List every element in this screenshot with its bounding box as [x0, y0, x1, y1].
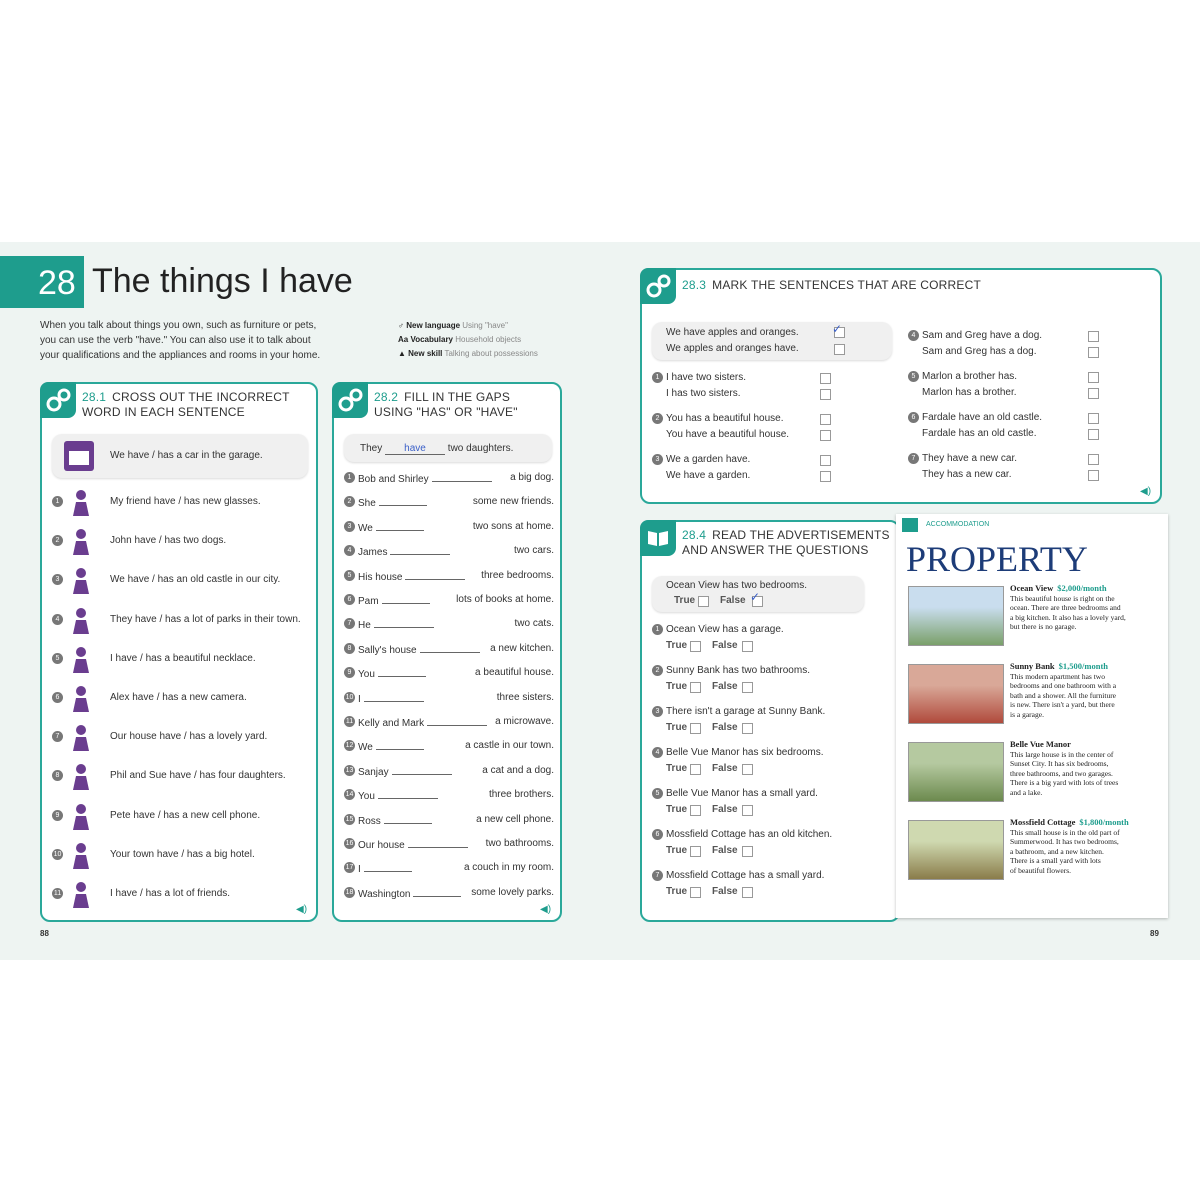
- exercise-gear-icon: [40, 382, 76, 418]
- checkbox: [698, 596, 709, 607]
- answer-gap[interactable]: [384, 814, 432, 824]
- sentence-option: Sam and Greg have a dog.: [922, 330, 1043, 341]
- castle-icon: [66, 566, 96, 596]
- item-number: 16: [345, 840, 354, 847]
- answer-gap[interactable]: [413, 887, 461, 897]
- item-number: 2: [344, 496, 355, 507]
- page-title: The things I have: [92, 262, 353, 300]
- listing-line: is a garage.: [1010, 709, 1044, 719]
- false-label: False: [712, 640, 738, 651]
- example-sentence: We have / has a car in the garage.: [52, 434, 308, 478]
- question: Belle Vue Manor has a small yard.: [666, 788, 818, 799]
- listing-line: This small house is in the old part of: [1010, 827, 1120, 837]
- sentence-option: We have a garden.: [666, 470, 751, 481]
- listing-line: There is a small yard with lots: [1010, 856, 1101, 865]
- true-label: True: [666, 681, 688, 692]
- listing-line: ocean. There are three bedrooms and: [1010, 603, 1121, 612]
- true-checkbox[interactable]: [690, 764, 701, 775]
- page-number-left: 88: [40, 929, 49, 938]
- example-sentence: We have apples and oranges. We apples and oranges have. ✓: [652, 322, 892, 360]
- checkbox[interactable]: [1088, 347, 1099, 358]
- listing-line: and a lake.: [1010, 787, 1043, 797]
- summary-row: ▲ New skill Talking about possessions: [398, 349, 538, 358]
- check-mark-icon: ✓: [750, 590, 761, 604]
- item-number: 2: [52, 535, 63, 546]
- checkbox[interactable]: [820, 414, 831, 425]
- item-number: 1: [344, 472, 355, 483]
- listing-text: [1010, 662, 1162, 719]
- answer-gap[interactable]: [392, 765, 452, 775]
- listing-line: bath and a shower. All the furniture: [1010, 690, 1117, 700]
- unit-number: 28: [38, 264, 76, 302]
- listing-title: Sunny Bank $1,500/month: [1010, 661, 1109, 671]
- item-number: 5: [344, 570, 355, 581]
- person-glasses-icon: [66, 488, 96, 518]
- item-number: 6: [344, 594, 355, 605]
- item-number: 7: [344, 618, 355, 629]
- exercise-28-3: [640, 268, 1162, 504]
- item-number: 1: [52, 496, 63, 507]
- sentence-option: Marlon a brother has.: [922, 371, 1018, 382]
- answer-gap[interactable]: [364, 692, 424, 702]
- exercise-28-2: [332, 382, 562, 922]
- audio-speaker-icon[interactable]: ◀): [540, 904, 552, 915]
- exercise-28-1: [40, 382, 318, 922]
- false-checkbox[interactable]: [742, 682, 753, 693]
- false-label: False: [712, 763, 738, 774]
- listing-line: There is a big yard with lots of trees: [1010, 778, 1119, 787]
- exercise-28-4: [640, 520, 900, 922]
- listing-title: Ocean View $2,000/month: [1010, 583, 1107, 593]
- gap-sentence: Kelly and Mark a microwave.: [358, 716, 554, 729]
- vocabulary-icon: Aa: [398, 335, 409, 344]
- intro-text: [40, 318, 320, 363]
- false-checkbox[interactable]: [742, 641, 753, 652]
- answer-gap[interactable]: [376, 740, 424, 750]
- listing-text: [1010, 584, 1162, 632]
- checkbox[interactable]: [1088, 331, 1099, 342]
- gap-sentence: James two cars.: [358, 545, 554, 559]
- answer-gap[interactable]: [432, 472, 492, 482]
- sentence-option: I has two sisters.: [666, 388, 741, 399]
- question: Mossfield Cottage has a small yard.: [666, 870, 825, 881]
- item-number: 9: [344, 667, 355, 678]
- exercise-title: 28.2 FILL IN THE GAPS USING "HAS" OR "HAVE": [374, 390, 518, 419]
- item-number: 2: [652, 665, 663, 676]
- book-icon: [640, 520, 676, 556]
- sentence-option: I have two sisters.: [666, 372, 747, 383]
- item-number: 14: [345, 791, 354, 799]
- listing-line: This beautiful house is right on the: [1010, 593, 1115, 603]
- item-number: 1: [652, 372, 663, 383]
- listing-line: This modern apartment has two: [1010, 671, 1105, 681]
- false-label: False: [712, 681, 738, 692]
- true-label: True: [666, 845, 688, 856]
- item-number: 3: [344, 521, 355, 532]
- answer-gap[interactable]: [364, 862, 412, 872]
- item-number: 3: [652, 454, 663, 465]
- listing-line: three bathrooms, and two garages.: [1010, 768, 1113, 778]
- sentence: John have / has two dogs.: [110, 535, 227, 547]
- item-number: 10: [53, 850, 62, 858]
- listing-line: bedrooms and one bathroom with a: [1010, 681, 1117, 690]
- answer-gap[interactable]: [390, 545, 450, 555]
- property-clipping: [896, 514, 1168, 918]
- item-number: 7: [52, 731, 63, 742]
- item-number: 12: [345, 742, 354, 750]
- checkbox[interactable]: [820, 430, 831, 441]
- answer-gap[interactable]: [374, 618, 434, 628]
- gap-sentence: We a castle in our town.: [358, 740, 554, 754]
- audio-speaker-icon[interactable]: ◀): [296, 904, 308, 915]
- camera-person-icon: [66, 684, 96, 714]
- dog-walker-icon: [66, 527, 96, 557]
- checkbox[interactable]: [1088, 429, 1099, 440]
- sentence: We have / has an old castle in our city.: [110, 574, 281, 586]
- sentence: Our house have / has a lovely yard.: [110, 731, 268, 743]
- item-number: 8: [52, 770, 63, 781]
- hotel-icon: [66, 841, 96, 871]
- answer-gap[interactable]: [378, 789, 438, 799]
- listing-line: is new. There isn't a yard, but there: [1010, 700, 1115, 709]
- intro-line: your qualifications and the appliances and rooms in your home.: [40, 350, 321, 361]
- listing-line: of beautiful flowers.: [1010, 865, 1072, 875]
- sentence: They have / has a lot of parks in their town.: [110, 613, 301, 625]
- sentence-option: You has a beautiful house.: [666, 413, 784, 424]
- accommodation-label: ACCOMMODATION: [926, 521, 990, 528]
- item-number: 11: [53, 890, 62, 897]
- gap-sentence: He two cats.: [358, 618, 554, 632]
- true-label: True: [666, 763, 688, 774]
- gap-sentence: Washington some lovely parks.: [358, 886, 554, 900]
- listing-line: This large house is in the center of: [1010, 749, 1114, 759]
- summary-row: Aa Vocabulary Household objects: [398, 335, 522, 344]
- sentence: Your town have / has a big hotel.: [110, 848, 255, 860]
- exercise-gear-icon: [640, 268, 676, 304]
- item-number: 11: [345, 718, 354, 725]
- true-checkbox[interactable]: [690, 805, 701, 816]
- item-number: 6: [908, 412, 919, 423]
- exercise-title: 28.1 CROSS OUT THE INCORRECT WORD IN EACH SENTENCE: [82, 390, 290, 419]
- item-number: 8: [344, 643, 355, 654]
- sentence-option: Sam and Greg has a dog.: [922, 346, 1037, 357]
- listing-title: Mossfield Cottage $1,800/month: [1010, 817, 1129, 827]
- true-checkbox[interactable]: [690, 723, 701, 734]
- listing-text: [1010, 818, 1162, 875]
- gap-sentence: You a beautiful house.: [358, 667, 554, 681]
- false-checkbox[interactable]: [742, 805, 753, 816]
- gap-sentence: His house three bedrooms.: [358, 569, 554, 583]
- checkbox[interactable]: [1088, 413, 1099, 424]
- false-checkbox[interactable]: [742, 723, 753, 734]
- item-number: 4: [344, 545, 355, 556]
- false-label: False: [712, 804, 738, 815]
- true-checkbox[interactable]: [690, 682, 701, 693]
- gap-sentence: Pam lots of books at home.: [358, 594, 554, 607]
- sentence-option: Fardale has an old castle.: [922, 428, 1037, 439]
- gap-sentence: Sanjay a cat and a dog.: [358, 764, 554, 778]
- item-number: 18: [345, 888, 354, 896]
- answer-gap[interactable]: [382, 594, 430, 604]
- checkbox[interactable]: [1088, 470, 1099, 481]
- gap-sentence: Bob and Shirley a big dog.: [358, 472, 554, 485]
- sentence-option: They have a new car.: [922, 453, 1018, 464]
- example-answer: have: [385, 443, 445, 455]
- intro-line: When you talk about things you own, such as furniture or pets,: [40, 320, 317, 331]
- gap-sentence: We two sons at home.: [358, 520, 554, 534]
- listing-line: a bathroom, and a new kitchen.: [1010, 846, 1104, 856]
- exercise-title: 28.4 READ THE ADVERTISEMENTS AND ANSWER THE QUESTIONS: [682, 528, 890, 557]
- listing-line: a big kitchen. It also has a lovely yard,: [1010, 612, 1126, 622]
- item-number: 1: [652, 624, 663, 635]
- item-number: 4: [908, 330, 919, 341]
- page-number-right: 89: [1150, 929, 1159, 938]
- sentence-option: We a garden have.: [666, 454, 751, 465]
- answer-gap[interactable]: [376, 521, 424, 531]
- check-mark-icon: ✓: [832, 322, 843, 336]
- false-label: False: [712, 722, 738, 733]
- exercise-gear-icon: [332, 382, 368, 418]
- false-checkbox[interactable]: [742, 846, 753, 857]
- true-label: True: [666, 640, 688, 651]
- checkbox[interactable]: [820, 373, 831, 384]
- answer-gap[interactable]: [427, 716, 487, 726]
- gap-sentence: Sally's house a new kitchen.: [358, 642, 554, 656]
- grammar-icon: ♂: [398, 321, 404, 330]
- property-photo: [908, 820, 1004, 880]
- audio-speaker-icon[interactable]: ◀): [1140, 486, 1152, 497]
- true-checkbox[interactable]: [690, 641, 701, 652]
- gap-sentence: Our house two bathrooms.: [358, 838, 554, 851]
- sentence: Pete have / has a new cell phone.: [110, 809, 261, 821]
- example-sentence: They have two daughters.: [344, 434, 552, 462]
- checkbox[interactable]: [1088, 372, 1099, 383]
- exercise-title: 28.3 MARK THE SENTENCES THAT ARE CORRECT: [682, 278, 981, 292]
- false-checkbox[interactable]: [742, 887, 753, 898]
- sentence-option: They has a new car.: [922, 469, 1012, 480]
- item-number: 13: [345, 766, 354, 774]
- item-number: 9: [52, 810, 63, 821]
- false-label: False: [712, 845, 738, 856]
- answer-gap[interactable]: [420, 643, 480, 653]
- listing-line: Sunset City. It has six bedrooms,: [1010, 759, 1109, 768]
- item-number: 6: [52, 692, 63, 703]
- sentence-option: You have a beautiful house.: [666, 429, 790, 440]
- checkbox[interactable]: [1088, 454, 1099, 465]
- sentence-option: Fardale have an old castle.: [922, 412, 1043, 423]
- listing-line: Summerwood. It has two bedrooms,: [1010, 837, 1119, 846]
- checkbox[interactable]: [820, 455, 831, 466]
- checkbox[interactable]: [820, 389, 831, 400]
- property-heading: PROPERTY: [906, 539, 1088, 579]
- listing-title: Belle Vue Manor: [1010, 739, 1071, 749]
- answer-gap[interactable]: [405, 570, 465, 580]
- gap-sentence: She some new friends.: [358, 496, 554, 510]
- answer-gap[interactable]: [379, 496, 427, 506]
- checkbox[interactable]: [820, 471, 831, 482]
- sentence: Phil and Sue have / has four daughters.: [110, 770, 286, 782]
- item-number: 5: [52, 653, 63, 664]
- checkbox: [834, 344, 845, 355]
- property-photo: [908, 664, 1004, 724]
- sentence: Alex have / has a new camera.: [110, 692, 247, 703]
- sentence-option: Marlon has a brother.: [922, 387, 1017, 398]
- accommodation-tab: [902, 518, 918, 532]
- park-icon: [66, 606, 96, 636]
- unit-number-badge: [0, 256, 84, 308]
- question: Belle Vue Manor has six bedrooms.: [666, 747, 824, 758]
- item-number: 4: [652, 747, 663, 758]
- question: Sunny Bank has two bathrooms.: [666, 665, 810, 676]
- item-number: 6: [652, 829, 663, 840]
- phone-person-icon: [66, 802, 96, 832]
- item-number: 10: [345, 693, 354, 701]
- item-number: 7: [652, 870, 663, 881]
- answer-gap[interactable]: [408, 838, 468, 848]
- skill-icon: ▲: [398, 349, 406, 358]
- item-number: 4: [52, 614, 63, 625]
- item-number: 3: [52, 574, 63, 585]
- item-number: 7: [908, 453, 919, 464]
- friends-icon: [66, 880, 96, 910]
- checkbox[interactable]: [1088, 388, 1099, 399]
- item-number: 15: [345, 815, 354, 823]
- true-label: True: [666, 722, 688, 733]
- listing-line: but there is no garage.: [1010, 622, 1077, 631]
- sentence: My friend have / has new glasses.: [110, 496, 261, 507]
- item-number: 17: [345, 864, 354, 872]
- question: There isn't a garage at Sunny Bank.: [666, 706, 826, 717]
- item-number: 3: [652, 706, 663, 717]
- property-photo: [908, 586, 1004, 646]
- gap-sentence: Ross a new cell phone.: [358, 813, 554, 827]
- question: Ocean View has a garage.: [666, 624, 784, 635]
- sentence: I have / has a lot of friends.: [110, 888, 231, 899]
- necklace-icon: [66, 645, 96, 675]
- question: Mossfield Cottage has an old kitchen.: [666, 829, 833, 840]
- true-label: True: [666, 886, 688, 897]
- property-photo: [908, 742, 1004, 802]
- gap-sentence: You three brothers.: [358, 789, 554, 803]
- item-number: 5: [652, 788, 663, 799]
- yard-icon: [66, 723, 96, 753]
- true-checkbox[interactable]: [690, 887, 701, 898]
- unit-summary: [398, 319, 538, 361]
- example-sentence: Ocean View has two bedrooms. True False ✓: [652, 576, 864, 612]
- false-label: False: [712, 886, 738, 897]
- gap-sentence: I a couch in my room.: [358, 862, 554, 876]
- true-label: True: [666, 804, 688, 815]
- item-number: 5: [908, 371, 919, 382]
- answer-gap[interactable]: [378, 667, 426, 677]
- garage-icon: [64, 441, 94, 471]
- gap-sentence: I three sisters.: [358, 691, 554, 705]
- listing-text: [1010, 740, 1162, 797]
- intro-line: you can use the verb "have." You can also use it to talk about: [40, 335, 311, 346]
- sentence: I have / has a beautiful necklace.: [110, 652, 256, 664]
- family-icon: [66, 762, 96, 792]
- false-checkbox[interactable]: [742, 764, 753, 775]
- summary-row: ♂ New language Using "have": [398, 321, 508, 330]
- true-checkbox[interactable]: [690, 846, 701, 857]
- item-number: 2: [652, 413, 663, 424]
